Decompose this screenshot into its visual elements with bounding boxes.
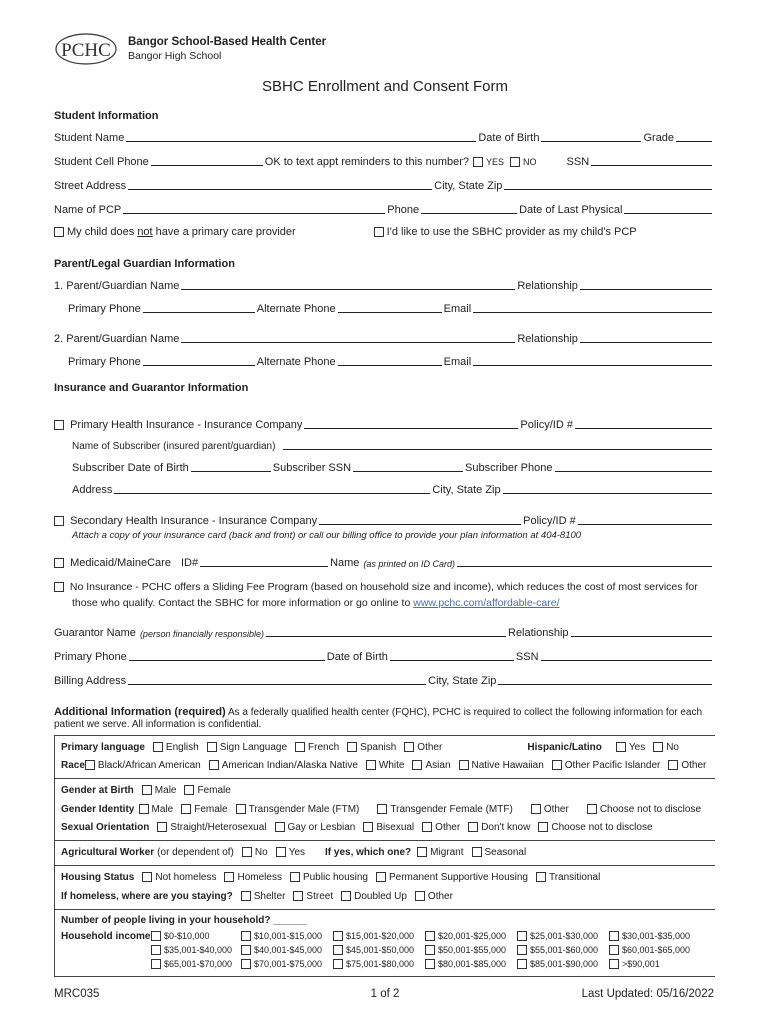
agri-label: Agricultural Worker: [61, 847, 155, 859]
so-nodisclose-label: Choose not to disclose: [551, 822, 653, 834]
g1-relationship-field[interactable]: [580, 277, 712, 290]
income-range: $45,001-$50,000: [346, 945, 415, 956]
g2-alt-phone-label: Alternate Phone: [256, 356, 336, 368]
gi-female-checkbox[interactable]: [181, 804, 191, 814]
income-checkbox[interactable]: [425, 959, 435, 969]
agri-seasonal-label: Seasonal: [484, 847, 527, 859]
street-row: [54, 176, 714, 192]
income-range: $15,001-$20,000: [346, 931, 415, 941]
pcp-field[interactable]: [123, 201, 385, 214]
school-name: Bangor High School: [128, 50, 222, 62]
lang-sign-checkbox[interactable]: [207, 742, 217, 752]
grade-label: Grade: [643, 132, 675, 144]
guardian1-phone-row: [68, 299, 714, 315]
race-other-label: Other: [681, 760, 707, 772]
primary-company-label: Insurance Company: [203, 419, 303, 431]
student-name-row: [54, 128, 714, 144]
guarantor-phone-label: Primary Phone: [54, 651, 127, 663]
billing-label: Billing Address: [54, 675, 127, 687]
medicaid-id-label: ID#: [180, 557, 199, 569]
so-bisexual-checkbox[interactable]: [363, 822, 373, 832]
hispanic-no-checkbox[interactable]: [653, 742, 663, 752]
income-checkbox[interactable]: [241, 931, 251, 941]
agri-row: [61, 847, 709, 858]
cell-label: Student Cell Phone: [54, 156, 149, 168]
no-pcp-text-b: not: [137, 226, 153, 238]
attach-note: Attach a copy of your insurance card (back and front) or call our billing office to provide your plan information at 404-8100: [72, 530, 582, 541]
gi-nodisclose-label: Choose not to disclose: [599, 804, 701, 816]
secondary-insurance-checkbox[interactable]: [54, 516, 64, 526]
no-insurance-label: No Insurance: [69, 581, 133, 593]
sub-phone-label: Subscriber Phone: [465, 462, 553, 474]
gi-transmale-label: Transgender Male (FTM): [248, 804, 360, 816]
race-native-checkbox[interactable]: [209, 760, 219, 770]
income-range: $25,001-$30,000: [530, 931, 599, 941]
income-checkbox[interactable]: [151, 959, 161, 969]
lang-english-checkbox[interactable]: [153, 742, 163, 752]
so-dontknow-label: Don't know: [481, 822, 531, 834]
guarantor-dob-field[interactable]: [390, 648, 514, 661]
income-checkbox[interactable]: [517, 959, 527, 969]
hispanic-label: Hispanic/Latino: [527, 742, 602, 754]
housing-permanent-checkbox[interactable]: [376, 872, 386, 882]
physical-label: Date of Last Physical: [519, 204, 623, 216]
divider: [55, 840, 715, 841]
subscriber-field[interactable]: [283, 437, 712, 450]
city-label: City, State Zip: [434, 180, 503, 192]
sub-phone-field[interactable]: [555, 459, 713, 472]
g1-alt-phone-label: Alternate Phone: [256, 303, 336, 315]
so-other-label: Other: [435, 822, 461, 834]
sub-dob-field[interactable]: [191, 459, 271, 472]
secondary-company-field[interactable]: [319, 512, 521, 525]
hispanic-yes-checkbox[interactable]: [616, 742, 626, 752]
secondary-insurance-label: Secondary Health Insurance: [70, 515, 209, 527]
pcp-label: Name of PCP: [54, 204, 122, 216]
agri-no-label: No: [254, 847, 268, 859]
gb-female-label: Female: [197, 785, 231, 797]
income-checkbox[interactable]: [425, 945, 435, 955]
billing-city-field[interactable]: [498, 672, 712, 685]
race-hawaiian-label: Native Hawaiian: [471, 760, 544, 772]
household-question: Number of people living in your household? ______: [61, 915, 307, 926]
income-checkbox[interactable]: [609, 945, 619, 955]
gb-male-checkbox[interactable]: [142, 785, 152, 795]
grade-field[interactable]: [676, 129, 712, 142]
sub-ssn-field[interactable]: [353, 459, 463, 472]
gender-identity-row: [61, 804, 709, 815]
sub-dob-label: Subscriber Date of Birth: [72, 462, 189, 474]
yes-label: YES: [486, 156, 505, 167]
gb-male-label: Male: [154, 785, 177, 797]
additional-intro: [54, 706, 702, 718]
page-number: 1 of 2: [370, 988, 400, 1000]
g1-name-field[interactable]: [181, 277, 515, 290]
orientation-row: [61, 822, 709, 833]
logo-text: PCHC: [61, 40, 111, 61]
race-pacific-label: Other Pacific Islander: [564, 760, 661, 772]
hispanic-yes-label: Yes: [628, 742, 646, 754]
income-range: >$90,001: [622, 959, 660, 970]
race-other-checkbox[interactable]: [668, 760, 678, 770]
race-row: [61, 760, 709, 771]
g1-primary-phone-label: Primary Phone: [68, 303, 141, 315]
lang-spanish-checkbox[interactable]: [347, 742, 357, 752]
gender-identity-label: Gender Identity: [61, 804, 135, 816]
guarantor-note: (person financially responsible): [139, 629, 264, 639]
so-straight-label: Straight/Heterosexual: [170, 822, 267, 834]
affordable-care-link[interactable]: www.pchc.com/affordable-care/: [413, 597, 560, 609]
housing-public-label: Public housing: [302, 872, 368, 884]
primary-insurance-label: Primary Health Insurance: [70, 419, 195, 431]
homeless-row: [61, 891, 709, 902]
g2-relationship-field[interactable]: [580, 330, 712, 343]
g1-alt-phone-field[interactable]: [338, 300, 442, 313]
homeless-doubled-checkbox[interactable]: [341, 891, 351, 901]
gi-transfemale-label: Transgender Female (MTF): [390, 804, 513, 816]
agri-migrant-label: Migrant: [430, 847, 464, 859]
income-checkbox[interactable]: [333, 959, 343, 969]
agri-note: (or dependent of): [157, 847, 234, 859]
orientation-label: Sexual Orientation: [61, 822, 150, 834]
g2-relationship-label: Relationship: [517, 333, 578, 345]
pchc-logo: [54, 32, 118, 66]
no-checkbox[interactable]: [510, 157, 520, 167]
student-cell-row: [54, 152, 714, 168]
secondary-policy-label: Policy/ID #: [523, 515, 576, 527]
gi-transmale-checkbox[interactable]: [236, 804, 246, 814]
gi-transfemale-checkbox[interactable]: [377, 804, 387, 814]
medicaid-name-note: (as printed on ID Card): [363, 559, 455, 569]
housing-row: [61, 872, 709, 883]
guardian1-row: [54, 276, 714, 292]
gi-male-checkbox[interactable]: [139, 804, 149, 814]
homeless-question: If homeless, where are you staying?: [61, 891, 233, 903]
g1-primary-phone-field[interactable]: [143, 300, 255, 313]
medicaid-name-label: Name: [330, 557, 360, 569]
agri-yes-label: Yes: [288, 847, 306, 859]
income-range: $75,001-$80,000: [346, 959, 415, 970]
gi-male-label: Male: [151, 804, 174, 816]
income-range: $50,001-$55,000: [438, 945, 507, 956]
income-grid: [151, 931, 699, 970]
so-gay-checkbox[interactable]: [275, 822, 285, 832]
gi-nodisclose-checkbox[interactable]: [587, 804, 597, 814]
homeless-doubled-label: Doubled Up: [354, 891, 407, 903]
income-checkbox[interactable]: [241, 945, 251, 955]
primary-company-field[interactable]: [304, 416, 518, 429]
housing-transitional-label: Transitional: [548, 872, 601, 884]
guarantor-label: Guarantor Name: [54, 627, 136, 639]
guarantor-phone-field[interactable]: [129, 648, 325, 661]
sbhc-pcp-label: I'd like to use the SBHC provider as my child's PCP: [386, 226, 637, 238]
subscriber-dob-row: [72, 458, 714, 474]
student-dob-field[interactable]: [541, 129, 641, 142]
homeless-shelter-label: Shelter: [253, 891, 286, 903]
guardian2-row: [54, 329, 714, 345]
secondary-insurance-row: Secondary Health Insurance - Insurance Company Policy/ID #: [54, 511, 714, 527]
income-range: $55,001-$60,000: [530, 945, 599, 956]
billing-row: [54, 671, 714, 687]
divider: [55, 778, 715, 779]
medicaid-name-field[interactable]: [457, 554, 712, 567]
medicaid-checkbox[interactable]: [54, 558, 64, 568]
additional-intro-text: As a federally qualified health center (FQHC), PCHC is required to collect the following information for each: [225, 707, 703, 718]
student-dob-label: Date of Birth: [478, 132, 540, 144]
guarantor-phone-row: [54, 647, 714, 663]
ssn-field[interactable]: [591, 153, 712, 166]
guarantor-row: [54, 623, 714, 639]
pcp-row: [54, 200, 714, 216]
insurance-heading: Insurance and Guarantor Information: [54, 382, 249, 394]
subscriber-row: [72, 436, 714, 452]
no-pcp-checkbox[interactable]: [54, 227, 64, 237]
g2-email-label: Email: [443, 356, 472, 368]
pcp-options-row: [54, 222, 714, 238]
income-range: $60,001-$65,000: [622, 945, 691, 956]
divider: [55, 909, 715, 910]
no-insurance-text: - PCHC offers a Sliding Fee Program (based on household size and income), which reduces the cost of most services for: [132, 581, 698, 593]
sub-city-field[interactable]: [503, 481, 712, 494]
guarantor-dob-label: Date of Birth: [326, 651, 388, 663]
race-asian-checkbox[interactable]: [412, 760, 422, 770]
race-label: Race: [61, 760, 85, 772]
secondary-policy-field[interactable]: [578, 512, 712, 525]
language-label: Primary language: [61, 742, 145, 754]
income-checkbox[interactable]: [609, 959, 619, 969]
student-name-label: Student Name: [54, 132, 125, 144]
sbhc-pcp-checkbox[interactable]: [374, 227, 384, 237]
student-heading: Student Information: [54, 110, 159, 122]
agri-yes-checkbox[interactable]: [276, 847, 286, 857]
primary-insurance-row: Primary Health Insurance - Insurance Company Policy/ID #: [54, 415, 714, 431]
g2-label: 2. Parent/Guardian Name: [54, 333, 180, 345]
hispanic-no-label: No: [666, 742, 679, 754]
agri-no-checkbox[interactable]: [242, 847, 252, 857]
g2-primary-phone-field[interactable]: [143, 353, 255, 366]
homeless-street-checkbox[interactable]: [293, 891, 303, 901]
subscriber-address-row: [72, 480, 714, 496]
lang-other-label: Other: [417, 742, 443, 754]
cell-field[interactable]: [151, 153, 263, 166]
so-dontknow-checkbox[interactable]: [468, 822, 478, 832]
income-checkbox[interactable]: [333, 945, 343, 955]
income-range: $85,001-$90,000: [530, 959, 599, 970]
income-checkbox[interactable]: [333, 931, 343, 941]
income-checkbox[interactable]: [151, 945, 161, 955]
income-range: $35,001-$40,000: [164, 945, 233, 956]
race-pacific-checkbox[interactable]: [552, 760, 562, 770]
yes-checkbox[interactable]: [473, 157, 483, 167]
guarantor-field[interactable]: [266, 624, 506, 637]
text-ok-label: OK to text appt reminders to this number?: [264, 156, 470, 168]
housing-transitional-checkbox[interactable]: [536, 872, 546, 882]
additional-heading: Additional Information (required): [54, 706, 226, 718]
primary-policy-field[interactable]: [575, 416, 712, 429]
guarantor-relationship-label: Relationship: [508, 627, 569, 639]
race-black-checkbox[interactable]: [85, 760, 95, 770]
guarantor-ssn-field[interactable]: [541, 648, 712, 661]
lang-french-checkbox[interactable]: [295, 742, 305, 752]
pcp-phone-field[interactable]: [421, 201, 517, 214]
primary-policy-label: Policy/ID #: [520, 419, 573, 431]
secondary-company-label: Insurance Company: [218, 515, 318, 527]
guarantor-relationship-field[interactable]: [571, 624, 712, 637]
income-checkbox[interactable]: [151, 931, 161, 941]
street-field[interactable]: [128, 177, 432, 190]
gb-female-checkbox[interactable]: [184, 785, 194, 795]
sub-address-label: Address: [72, 484, 113, 496]
g1-email-label: Email: [443, 303, 472, 315]
income-checkbox[interactable]: [517, 945, 527, 955]
g2-email-field[interactable]: [473, 353, 712, 366]
housing-public-checkbox[interactable]: [290, 872, 300, 882]
housing-not-homeless-label: Not homeless: [155, 872, 217, 884]
guarantor-ssn-label: SSN: [515, 651, 539, 663]
pcp-phone-label: Phone: [387, 204, 420, 216]
g2-primary-phone-label: Primary Phone: [68, 356, 141, 368]
no-insurance-line1: [54, 581, 698, 593]
g1-label: 1. Parent/Guardian Name: [54, 280, 180, 292]
income-range: $20,001-$25,000: [438, 931, 507, 941]
g2-name-field[interactable]: [181, 330, 515, 343]
race-black-label: Black/African American: [97, 760, 201, 772]
housing-label: Housing Status: [61, 872, 135, 884]
agri-seasonal-checkbox[interactable]: [472, 847, 482, 857]
student-name-field[interactable]: [126, 129, 476, 142]
gender-birth-label: Gender at Birth: [61, 785, 134, 797]
physical-field[interactable]: [624, 201, 712, 214]
lang-sign-label: Sign Language: [219, 742, 288, 754]
billing-city-label: City, State Zip: [428, 675, 497, 687]
form-code: MRC035: [54, 988, 100, 1000]
so-nodisclose-checkbox[interactable]: [538, 822, 548, 832]
race-white-checkbox[interactable]: [366, 760, 376, 770]
race-native-label: American Indian/Alaska Native: [221, 760, 358, 772]
so-bisexual-label: Bisexual: [376, 822, 415, 834]
form-title: SBHC Enrollment and Consent Form: [262, 78, 508, 95]
income-range: $30,001-$35,000: [622, 931, 691, 941]
city-field[interactable]: [504, 177, 712, 190]
guardian2-phone-row: [68, 352, 714, 368]
income-range: $40,001-$45,000: [254, 945, 323, 956]
so-other-checkbox[interactable]: [422, 822, 432, 832]
guardian-heading: Parent/Legal Guardian Information: [54, 258, 235, 270]
income-checkbox[interactable]: [425, 931, 435, 941]
race-white-label: White: [378, 760, 405, 772]
no-insurance-line2: [72, 597, 560, 609]
income-range: $70,001-$75,000: [254, 959, 323, 970]
homeless-shelter-checkbox[interactable]: [241, 891, 251, 901]
medicaid-id-field[interactable]: [200, 554, 328, 567]
gender-birth-row: [61, 785, 709, 796]
housing-not-homeless-checkbox[interactable]: [142, 872, 152, 882]
no-label: NO: [523, 156, 537, 167]
billing-field[interactable]: [128, 672, 426, 685]
income-checkbox[interactable]: [517, 931, 527, 941]
divider: [55, 865, 715, 866]
income-range: $0-$10,000: [164, 931, 210, 941]
gi-other-label: Other: [543, 804, 569, 816]
g2-alt-phone-field[interactable]: [338, 353, 442, 366]
medicaid-row: [54, 553, 714, 569]
homeless-other-label: Other: [427, 891, 453, 903]
demographics-box: [54, 735, 715, 977]
housing-homeless-label: Homeless: [237, 872, 282, 884]
income-range: $65,001-$70,000: [164, 959, 233, 970]
last-updated: Last Updated: 05/16/2022: [581, 988, 714, 1000]
homeless-other-checkbox[interactable]: [415, 891, 425, 901]
gi-female-label: Female: [194, 804, 228, 816]
so-straight-checkbox[interactable]: [157, 822, 167, 832]
income-range: $80,001-$85,000: [438, 959, 507, 970]
agri-which-label: If yes, which one?: [325, 847, 412, 859]
g1-relationship-label: Relationship: [517, 280, 578, 292]
no-pcp-text-a: My child does: [67, 226, 138, 238]
agri-migrant-checkbox[interactable]: [417, 847, 427, 857]
lang-spanish-label: Spanish: [360, 742, 397, 754]
g1-email-field[interactable]: [473, 300, 712, 313]
no-insurance-text2: those who qualify. Contact the SBHC for more information or go online to: [72, 597, 414, 609]
street-label: Street Address: [54, 180, 127, 192]
income-label: Household income: [61, 931, 151, 942]
so-gay-label: Gay or Lesbian: [287, 822, 356, 834]
ssn-label: SSN: [566, 156, 590, 168]
housing-homeless-checkbox[interactable]: [224, 872, 234, 882]
additional-intro2: patient we serve. All information is confidential.: [54, 719, 262, 730]
income-checkbox[interactable]: [241, 959, 251, 969]
gi-other-checkbox[interactable]: [531, 804, 541, 814]
no-insurance-checkbox[interactable]: [54, 582, 64, 592]
medicaid-label: Medicaid/MaineCare: [70, 557, 171, 569]
primary-insurance-checkbox[interactable]: [54, 420, 64, 430]
lang-other-checkbox[interactable]: [404, 742, 414, 752]
org-name: Bangor School-Based Health Center: [128, 36, 327, 48]
no-pcp-text-c: have a primary care provider: [152, 226, 296, 238]
lang-french-label: French: [308, 742, 340, 754]
race-asian-label: Asian: [425, 760, 451, 772]
homeless-street-label: Street: [306, 891, 334, 903]
housing-permanent-label: Permanent Supportive Housing: [389, 872, 528, 884]
sub-city-label: City, State Zip: [432, 484, 501, 496]
lang-english-label: English: [165, 742, 199, 754]
race-hawaiian-checkbox[interactable]: [459, 760, 469, 770]
income-checkbox[interactable]: [609, 931, 619, 941]
sub-address-field[interactable]: [114, 481, 430, 494]
sub-ssn-label: Subscriber SSN: [272, 462, 352, 474]
income-range: $10,001-$15,000: [254, 931, 323, 941]
subscriber-label: Name of Subscriber (insured parent/guardian): [72, 441, 276, 452]
language-row: [61, 742, 709, 753]
